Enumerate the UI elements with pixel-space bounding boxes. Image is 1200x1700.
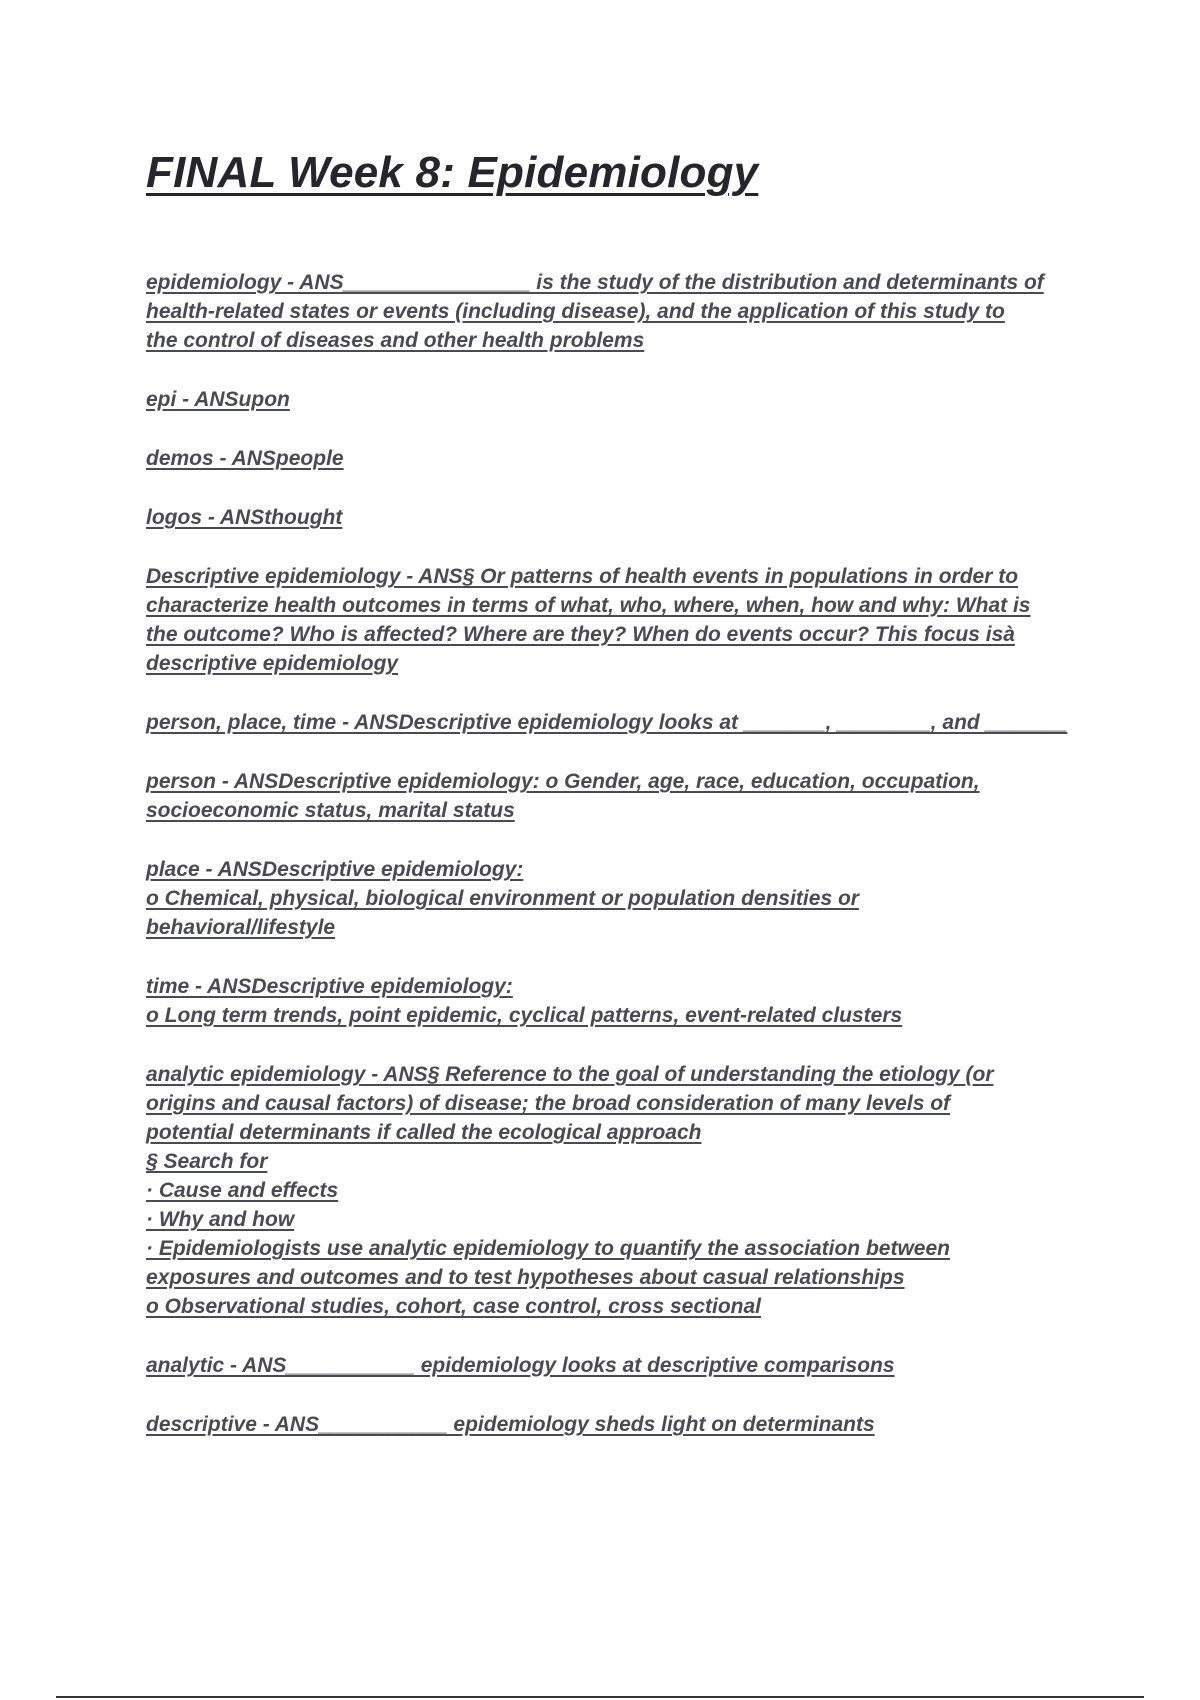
- entry-line: demos - ANSpeople: [146, 447, 344, 470]
- flashcard-entry: [146, 708, 1096, 737]
- entry-line: descriptive epidemiology: [146, 652, 399, 675]
- entry-line: analytic - ANS___________ epidemiology looks at descriptive comparisons: [146, 1354, 895, 1377]
- flashcard-entry: [146, 1351, 1096, 1380]
- entry-line: person, place, time - ANSDescriptive epidemiology looks at _______, ________, and _______: [146, 711, 1068, 734]
- flashcard-entry: [146, 562, 1096, 678]
- flashcard-entry: [146, 767, 1096, 825]
- entry-line: origins and causal factors) of disease; the broad consideration of many levels of: [146, 1092, 951, 1115]
- flashcard-entry: [146, 268, 1096, 355]
- entry-line: person - ANSDescriptive epidemiology: o Gender, age, race, education, occupation,: [146, 770, 980, 793]
- flashcard-entry: [146, 385, 1096, 414]
- entry-line: time - ANSDescriptive epidemiology:: [146, 975, 513, 998]
- entry-line: o Observational studies, cohort, case control, cross sectional: [146, 1295, 762, 1318]
- entry-line: exposures and outcomes and to test hypotheses about casual relationships: [146, 1266, 905, 1289]
- entry-line: health-related states or events (including disease), and the application of this study to: [146, 300, 1005, 323]
- entry-line: epi - ANSupon: [146, 388, 290, 411]
- entry-line: · Why and how: [146, 1208, 295, 1231]
- entry-line: logos - ANSthought: [146, 506, 343, 529]
- entry-line: descriptive - ANS___________ epidemiology sheds light on determinants: [146, 1413, 875, 1436]
- entry-line: Descriptive epidemiology - ANS§ Or patterns of health events in populations in order to: [146, 565, 1019, 588]
- page-title: FINAL Week 8: Epidemiology: [146, 148, 759, 197]
- flashcard-entry: [146, 972, 1096, 1030]
- entry-line: epidemiology - ANS________________ is the study of the distribution and determinants of: [146, 271, 1044, 294]
- flashcard-entry: [146, 1060, 1096, 1321]
- entry-line: socioeconomic status, marital status: [146, 799, 515, 822]
- flashcard-entry: [146, 855, 1096, 942]
- entry-line: potential determinants if called the ecological approach: [146, 1121, 702, 1144]
- entry-line: o Long term trends, point epidemic, cyclical patterns, event-related clusters: [146, 1004, 903, 1027]
- entry-line: analytic epidemiology - ANS§ Reference to the goal of understanding the etiology (or: [146, 1063, 994, 1086]
- entry-line: place - ANSDescriptive epidemiology:: [146, 858, 524, 881]
- page-bottom-divider: [56, 1696, 1144, 1698]
- entry-line: the control of diseases and other health problems: [146, 329, 645, 352]
- entry-line: behavioral/lifestyle: [146, 916, 336, 939]
- flashcard-entry: [146, 444, 1096, 473]
- entry-line: the outcome? Who is affected? Where are they? When do events occur? This focus isà: [146, 623, 1015, 646]
- flashcard-list: [146, 268, 1096, 1469]
- flashcard-entry: [146, 503, 1096, 532]
- entry-line: · Epidemiologists use analytic epidemiology to quantify the association between: [146, 1237, 950, 1260]
- flashcard-entry: [146, 1410, 1096, 1439]
- entry-line: o Chemical, physical, biological environment or population densities or: [146, 887, 859, 910]
- entry-line: § Search for: [146, 1150, 268, 1173]
- entry-line: characterize health outcomes in terms of what, who, where, when, how and why: What is: [146, 594, 1031, 617]
- entry-line: · Cause and effects: [146, 1179, 339, 1202]
